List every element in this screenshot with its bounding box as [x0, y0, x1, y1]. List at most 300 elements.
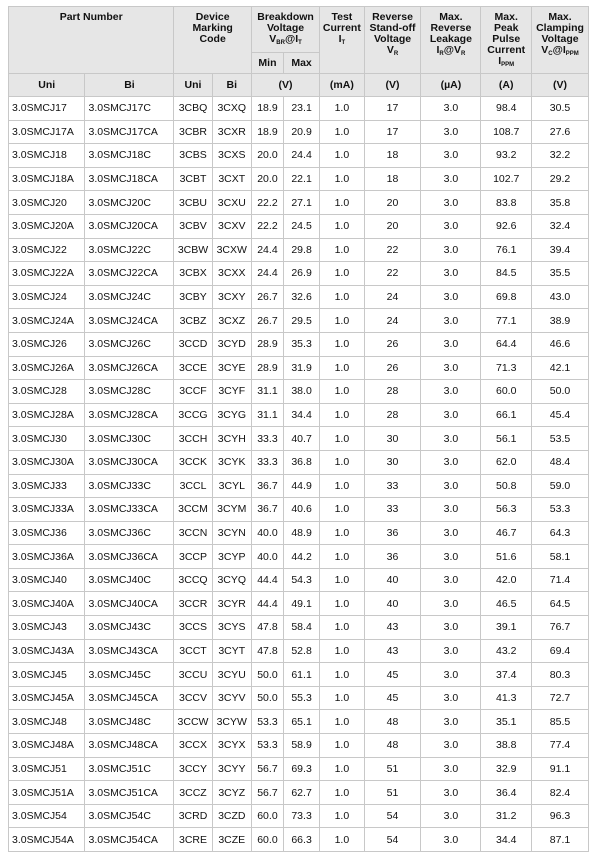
clamping-voltage-cell: 96.3	[532, 804, 589, 828]
test-current-cell: 1.0	[320, 828, 364, 852]
breakdown-max-cell: 29.8	[283, 238, 319, 262]
marking-bi-cell: 3CYF	[212, 380, 251, 404]
breakdown-min-cell: 50.0	[251, 686, 283, 710]
breakdown-min-cell: 26.7	[251, 309, 283, 333]
standoff-voltage-cell: 17	[364, 120, 421, 144]
breakdown-min-cell: 40.0	[251, 545, 283, 569]
uni-part-cell: 3.0SMCJ51A	[9, 781, 85, 805]
table-row	[9, 734, 589, 758]
test-current-cell: 1.0	[320, 734, 364, 758]
breakdown-max-cell: 35.3	[283, 332, 319, 356]
marking-bi-cell: 3CYH	[212, 427, 251, 451]
breakdown-max-cell: 44.2	[283, 545, 319, 569]
marking-bi-cell: 3CXR	[212, 120, 251, 144]
part-number-header: Part Number	[9, 7, 174, 74]
standoff-voltage-cell: 43	[364, 616, 421, 640]
bi-header: Bi	[85, 74, 174, 97]
marking-bi-cell: 3CXX	[212, 262, 251, 286]
breakdown-min-cell: 18.9	[251, 97, 283, 121]
reverse-leakage-cell: 3.0	[421, 309, 481, 333]
clamping-voltage-cell: 69.4	[532, 639, 589, 663]
breakdown-min-cell: 60.0	[251, 804, 283, 828]
marking-uni-cell: 3CBT	[174, 167, 212, 191]
standoff-voltage-cell: 51	[364, 757, 421, 781]
uni-part-cell: 3.0SMCJ24	[9, 285, 85, 309]
marking-bi-cell: 3CYQ	[212, 568, 251, 592]
test-current-cell: 1.0	[320, 332, 364, 356]
uni-part-cell: 3.0SMCJ33A	[9, 498, 85, 522]
uni-part-cell: 3.0SMCJ26	[9, 332, 85, 356]
clamping-voltage-cell: 27.6	[532, 120, 589, 144]
standoff-voltage-cell: 54	[364, 828, 421, 852]
breakdown-max-cell: 48.9	[283, 521, 319, 545]
marking-uni-cell: 3CBV	[174, 214, 212, 238]
marking-uni-cell: 3CCN	[174, 521, 212, 545]
bi-part-cell: 3.0SMCJ18CA	[85, 167, 174, 191]
breakdown-max-cell: 58.4	[283, 616, 319, 640]
bi-part-cell: 3.0SMCJ51CA	[85, 781, 174, 805]
uni-part-cell: 3.0SMCJ54A	[9, 828, 85, 852]
test-current-cell: 1.0	[320, 663, 364, 687]
breakdown-max-cell: 49.1	[283, 592, 319, 616]
clamping-voltage-cell: 80.3	[532, 663, 589, 687]
test-current-cell: 1.0	[320, 710, 364, 734]
standoff-voltage-cell: 36	[364, 545, 421, 569]
table-row	[9, 616, 589, 640]
reverse-leakage-cell: 3.0	[421, 757, 481, 781]
breakdown-max-cell: 26.9	[283, 262, 319, 286]
marking-bi-cell: 3CXS	[212, 144, 251, 168]
marking-uni-cell: 3CBY	[174, 285, 212, 309]
clamping-voltage-cell: 32.4	[532, 214, 589, 238]
marking-uni-cell: 3CBX	[174, 262, 212, 286]
uni-part-cell: 3.0SMCJ33	[9, 474, 85, 498]
test-current-cell: 1.0	[320, 498, 364, 522]
uni-part-cell: 3.0SMCJ54	[9, 804, 85, 828]
breakdown-min-cell: 20.0	[251, 144, 283, 168]
breakdown-min-cell: 53.3	[251, 734, 283, 758]
standoff-voltage-cell: 18	[364, 167, 421, 191]
uni-part-cell: 3.0SMCJ30A	[9, 450, 85, 474]
reverse-leakage-cell: 3.0	[421, 262, 481, 286]
test-current-cell: 1.0	[320, 592, 364, 616]
uni-part-cell: 3.0SMCJ20A	[9, 214, 85, 238]
bi-part-cell: 3.0SMCJ36CA	[85, 545, 174, 569]
table-row	[9, 238, 589, 262]
test-current-cell: 1.0	[320, 380, 364, 404]
marking-uni-header: Uni	[174, 74, 212, 97]
reverse-unit: (V)	[364, 74, 421, 97]
uni-part-cell: 3.0SMCJ17	[9, 97, 85, 121]
uni-part-cell: 3.0SMCJ43A	[9, 639, 85, 663]
table-row	[9, 757, 589, 781]
test-current-cell: 1.0	[320, 450, 364, 474]
clamping-voltage-cell: 53.5	[532, 427, 589, 451]
marking-uni-cell: 3CCU	[174, 663, 212, 687]
table-row	[9, 804, 589, 828]
breakdown-min-cell: 24.4	[251, 262, 283, 286]
table-row	[9, 450, 589, 474]
clamping-voltage-cell: 45.4	[532, 403, 589, 427]
breakdown-max-cell: 31.9	[283, 356, 319, 380]
breakdown-max-cell: 65.1	[283, 710, 319, 734]
uni-part-cell: 3.0SMCJ51	[9, 757, 85, 781]
test-current-cell: 1.0	[320, 309, 364, 333]
clamping-voltage-cell: 87.1	[532, 828, 589, 852]
standoff-voltage-cell: 48	[364, 710, 421, 734]
marking-uni-cell: 3CCM	[174, 498, 212, 522]
peak-pulse-current-cell: 38.8	[481, 734, 532, 758]
clamp-unit: (V)	[532, 74, 589, 97]
clamping-voltage-cell: 64.3	[532, 521, 589, 545]
bi-part-cell: 3.0SMCJ24C	[85, 285, 174, 309]
test-current-cell: 1.0	[320, 427, 364, 451]
peak-pulse-current-cell: 56.1	[481, 427, 532, 451]
bi-part-cell: 3.0SMCJ28C	[85, 380, 174, 404]
peak-pulse-current-cell: 83.8	[481, 191, 532, 215]
marking-bi-cell: 3CXY	[212, 285, 251, 309]
marking-bi-cell: 3CYL	[212, 474, 251, 498]
marking-uni-cell: 3CCQ	[174, 568, 212, 592]
bi-part-cell: 3.0SMCJ40C	[85, 568, 174, 592]
breakdown-min-cell: 33.3	[251, 450, 283, 474]
marking-bi-cell: 3CYD	[212, 332, 251, 356]
uni-part-cell: 3.0SMCJ40A	[9, 592, 85, 616]
table-row	[9, 191, 589, 215]
breakdown-max-cell: 40.7	[283, 427, 319, 451]
reverse-leakage-cell: 3.0	[421, 474, 481, 498]
peak-pulse-current-cell: 60.0	[481, 380, 532, 404]
marking-bi-cell: 3CYX	[212, 734, 251, 758]
reverse-leakage-cell: 3.0	[421, 781, 481, 805]
breakdown-max-cell: 55.3	[283, 686, 319, 710]
marking-bi-cell: 3CYZ	[212, 781, 251, 805]
peak-pulse-current-cell: 31.2	[481, 804, 532, 828]
peak-pulse-current-cell: 39.1	[481, 616, 532, 640]
reverse-leakage-cell: 3.0	[421, 97, 481, 121]
reverse-leakage-cell: 3.0	[421, 427, 481, 451]
uni-part-cell: 3.0SMCJ28	[9, 380, 85, 404]
reverse-leakage-cell: 3.0	[421, 356, 481, 380]
table-row	[9, 781, 589, 805]
table-row	[9, 592, 589, 616]
breakdown-min-cell: 53.3	[251, 710, 283, 734]
bi-part-cell: 3.0SMCJ48CA	[85, 734, 174, 758]
test-current-cell: 1.0	[320, 474, 364, 498]
marking-uni-cell: 3CBR	[174, 120, 212, 144]
clamping-voltage-cell: 35.5	[532, 262, 589, 286]
uni-part-cell: 3.0SMCJ18A	[9, 167, 85, 191]
standoff-voltage-cell: 33	[364, 474, 421, 498]
marking-bi-cell: 3CYG	[212, 403, 251, 427]
reverse-leakage-cell: 3.0	[421, 238, 481, 262]
clamping-voltage-cell: 91.1	[532, 757, 589, 781]
peak-pulse-current-cell: 35.1	[481, 710, 532, 734]
peak-pulse-current-cell: 77.1	[481, 309, 532, 333]
reverse-leakage-cell: 3.0	[421, 639, 481, 663]
marking-uni-cell: 3CCH	[174, 427, 212, 451]
bi-part-cell: 3.0SMCJ45CA	[85, 686, 174, 710]
marking-uni-cell: 3CCT	[174, 639, 212, 663]
marking-uni-cell: 3CBU	[174, 191, 212, 215]
marking-uni-cell: 3CCP	[174, 545, 212, 569]
bi-part-cell: 3.0SMCJ26CA	[85, 356, 174, 380]
clamping-voltage-cell: 53.3	[532, 498, 589, 522]
breakdown-max-cell: 38.0	[283, 380, 319, 404]
test-current-cell: 1.0	[320, 403, 364, 427]
peak-pulse-current-cell: 43.2	[481, 639, 532, 663]
peak-pulse-current-cell: 34.4	[481, 828, 532, 852]
peak-pulse-current-cell: 36.4	[481, 781, 532, 805]
bi-part-cell: 3.0SMCJ22C	[85, 238, 174, 262]
marking-uni-cell: 3CCR	[174, 592, 212, 616]
breakdown-max-cell: 20.9	[283, 120, 319, 144]
uni-part-cell: 3.0SMCJ17A	[9, 120, 85, 144]
clamping-voltage-cell: 77.4	[532, 734, 589, 758]
table-row	[9, 474, 589, 498]
breakdown-max-cell: 24.5	[283, 214, 319, 238]
breakdown-min-cell: 20.0	[251, 167, 283, 191]
clamping-voltage-cell: 82.4	[532, 781, 589, 805]
table-row	[9, 663, 589, 687]
table-row	[9, 568, 589, 592]
standoff-voltage-cell: 22	[364, 238, 421, 262]
clamping-voltage-cell: 76.7	[532, 616, 589, 640]
reverse-leakage-cell: 3.0	[421, 191, 481, 215]
test-current-cell: 1.0	[320, 356, 364, 380]
standoff-voltage-cell: 22	[364, 262, 421, 286]
clamping-voltage-cell: 32.2	[532, 144, 589, 168]
marking-uni-cell: 3CCD	[174, 332, 212, 356]
bi-part-cell: 3.0SMCJ45C	[85, 663, 174, 687]
peak-pulse-current-cell: 42.0	[481, 568, 532, 592]
test-current-cell: 1.0	[320, 214, 364, 238]
uni-part-cell: 3.0SMCJ48	[9, 710, 85, 734]
breakdown-min-cell: 36.7	[251, 498, 283, 522]
breakdown-min-cell: 26.7	[251, 285, 283, 309]
spec-table-container	[8, 6, 589, 852]
test-current-cell: 1.0	[320, 191, 364, 215]
peak-pulse-current-cell: 102.7	[481, 167, 532, 191]
marking-uni-cell: 3CCK	[174, 450, 212, 474]
breakdown-min-cell: 47.8	[251, 639, 283, 663]
clamping-voltage-cell: 50.0	[532, 380, 589, 404]
marking-uni-cell: 3CRE	[174, 828, 212, 852]
standoff-voltage-cell: 45	[364, 686, 421, 710]
tvs-diode-spec-table	[8, 6, 589, 852]
peak-pulse-current-cell: 41.3	[481, 686, 532, 710]
reverse-leakage-cell: 3.0	[421, 403, 481, 427]
test-current-cell: 1.0	[320, 144, 364, 168]
header-row-1	[9, 7, 589, 53]
marking-bi-cell: 3CYS	[212, 616, 251, 640]
peak-pulse-current-cell: 92.6	[481, 214, 532, 238]
standoff-voltage-cell: 40	[364, 568, 421, 592]
marking-bi-cell: 3CYE	[212, 356, 251, 380]
bi-part-cell: 3.0SMCJ43CA	[85, 639, 174, 663]
clamping-voltage-cell: 48.4	[532, 450, 589, 474]
standoff-voltage-cell: 20	[364, 214, 421, 238]
table-row	[9, 332, 589, 356]
test-current-cell: 1.0	[320, 568, 364, 592]
table-row	[9, 521, 589, 545]
peak-pulse-current-cell: 46.5	[481, 592, 532, 616]
breakdown-max-cell: 44.9	[283, 474, 319, 498]
clamping-voltage-cell: 30.5	[532, 97, 589, 121]
breakdown-max-cell: 62.7	[283, 781, 319, 805]
uni-part-cell: 3.0SMCJ43	[9, 616, 85, 640]
peak-pulse-current-cell: 32.9	[481, 757, 532, 781]
marking-uni-cell: 3CBQ	[174, 97, 212, 121]
table-row	[9, 97, 589, 121]
reverse-leakage-cell: 3.0	[421, 332, 481, 356]
marking-bi-cell: 3CYN	[212, 521, 251, 545]
bi-part-cell: 3.0SMCJ22CA	[85, 262, 174, 286]
marking-bi-cell: 3CYP	[212, 545, 251, 569]
breakdown-min-cell: 36.7	[251, 474, 283, 498]
marking-bi-cell: 3CYM	[212, 498, 251, 522]
breakdown-max-cell: 52.8	[283, 639, 319, 663]
peak-pulse-current-cell: 108.7	[481, 120, 532, 144]
standoff-voltage-cell: 24	[364, 285, 421, 309]
bi-part-cell: 3.0SMCJ51C	[85, 757, 174, 781]
peak-pulse-current-cell: 50.8	[481, 474, 532, 498]
breakdown-max-cell: 22.1	[283, 167, 319, 191]
peak-unit: (A)	[481, 74, 532, 97]
marking-uni-cell: 3CCX	[174, 734, 212, 758]
test-current-cell: 1.0	[320, 521, 364, 545]
marking-bi-cell: 3CYW	[212, 710, 251, 734]
test-current-cell: 1.0	[320, 781, 364, 805]
clamping-voltage-cell: 71.4	[532, 568, 589, 592]
breakdown-min-cell: 22.2	[251, 214, 283, 238]
breakdown-max-cell: 73.3	[283, 804, 319, 828]
test-current-cell: 1.0	[320, 285, 364, 309]
breakdown-unit: (V)	[251, 74, 319, 97]
bi-part-cell: 3.0SMCJ54C	[85, 804, 174, 828]
peak-pulse-current-cell: 93.2	[481, 144, 532, 168]
bi-part-cell: 3.0SMCJ20C	[85, 191, 174, 215]
standoff-voltage-cell: 26	[364, 332, 421, 356]
marking-uni-cell: 3CCW	[174, 710, 212, 734]
breakdown-min-cell: 60.0	[251, 828, 283, 852]
breakdown-max-cell: 58.9	[283, 734, 319, 758]
uni-part-cell: 3.0SMCJ18	[9, 144, 85, 168]
bi-part-cell: 3.0SMCJ40CA	[85, 592, 174, 616]
table-row	[9, 545, 589, 569]
test-current-cell: 1.0	[320, 238, 364, 262]
test-current-cell: 1.0	[320, 545, 364, 569]
reverse-leakage-cell: 3.0	[421, 804, 481, 828]
reverse-leakage-cell: 3.0	[421, 285, 481, 309]
breakdown-max-cell: 24.4	[283, 144, 319, 168]
peak-pulse-current-cell: 76.1	[481, 238, 532, 262]
breakdown-min-cell: 56.7	[251, 781, 283, 805]
test-current-cell: 1.0	[320, 639, 364, 663]
table-row	[9, 639, 589, 663]
marking-uni-cell: 3CCZ	[174, 781, 212, 805]
reverse-leakage-cell: 3.0	[421, 120, 481, 144]
test-current-cell: 1.0	[320, 804, 364, 828]
standoff-voltage-cell: 40	[364, 592, 421, 616]
marking-uni-cell: 3CCY	[174, 757, 212, 781]
clamping-voltage-cell: 42.1	[532, 356, 589, 380]
uni-part-cell: 3.0SMCJ28A	[9, 403, 85, 427]
uni-part-cell: 3.0SMCJ36	[9, 521, 85, 545]
test-unit: (mA)	[320, 74, 364, 97]
marking-bi-cell: 3CXW	[212, 238, 251, 262]
bi-part-cell: 3.0SMCJ33C	[85, 474, 174, 498]
breakdown-max-cell: 34.4	[283, 403, 319, 427]
test-current-cell: 1.0	[320, 120, 364, 144]
bi-part-cell: 3.0SMCJ43C	[85, 616, 174, 640]
units-row	[9, 74, 589, 97]
peak-pulse-current-header: Max. Peak Pulse Current $I_{PPM}$	[481, 7, 532, 74]
standoff-voltage-cell: 30	[364, 427, 421, 451]
standoff-voltage-cell: 48	[364, 734, 421, 758]
bi-part-cell: 3.0SMCJ17CA	[85, 120, 174, 144]
reverse-leakage-cell: 3.0	[421, 521, 481, 545]
marking-uni-cell: 3CCG	[174, 403, 212, 427]
breakdown-min-cell: 44.4	[251, 592, 283, 616]
bi-part-cell: 3.0SMCJ30C	[85, 427, 174, 451]
breakdown-min-cell: 31.1	[251, 403, 283, 427]
marking-uni-cell: 3CCV	[174, 686, 212, 710]
table-row	[9, 309, 589, 333]
clamping-voltage-cell: 35.8	[532, 191, 589, 215]
breakdown-max-cell: 66.3	[283, 828, 319, 852]
table-row	[9, 686, 589, 710]
marking-bi-cell: 3CYY	[212, 757, 251, 781]
breakdown-min-cell: 28.9	[251, 356, 283, 380]
standoff-voltage-cell: 18	[364, 144, 421, 168]
reverse-leakage-cell: 3.0	[421, 498, 481, 522]
uni-part-cell: 3.0SMCJ26A	[9, 356, 85, 380]
clamping-voltage-cell: 43.0	[532, 285, 589, 309]
test-current-cell: 1.0	[320, 616, 364, 640]
test-current-header: Test Current $I_T$	[320, 7, 364, 74]
bi-part-cell: 3.0SMCJ30CA	[85, 450, 174, 474]
clamping-voltage-cell: 59.0	[532, 474, 589, 498]
table-row	[9, 403, 589, 427]
test-current-cell: 1.0	[320, 686, 364, 710]
marking-bi-cell: 3CYT	[212, 639, 251, 663]
table-row	[9, 262, 589, 286]
test-current-cell: 1.0	[320, 262, 364, 286]
bi-part-cell: 3.0SMCJ36C	[85, 521, 174, 545]
standoff-voltage-cell: 51	[364, 781, 421, 805]
clamping-voltage-header: Max. Clamping Voltage $V_C@I_{PPM}$	[532, 7, 589, 74]
standoff-voltage-cell: 45	[364, 663, 421, 687]
breakdown-max-cell: 23.1	[283, 97, 319, 121]
bi-part-cell: 3.0SMCJ26C	[85, 332, 174, 356]
breakdown-min-cell: 50.0	[251, 663, 283, 687]
breakdown-max-cell: 61.1	[283, 663, 319, 687]
marking-bi-cell: 3CXQ	[212, 97, 251, 121]
standoff-voltage-cell: 54	[364, 804, 421, 828]
reverse-leakage-cell: 3.0	[421, 545, 481, 569]
breakdown-min-cell: 33.3	[251, 427, 283, 451]
marking-bi-cell: 3CZD	[212, 804, 251, 828]
table-row	[9, 167, 589, 191]
reverse-leakage-cell: 3.0	[421, 828, 481, 852]
uni-part-cell: 3.0SMCJ45	[9, 663, 85, 687]
bi-part-cell: 3.0SMCJ48C	[85, 710, 174, 734]
reverse-leakage-cell: 3.0	[421, 214, 481, 238]
table-header	[9, 7, 589, 97]
table-row	[9, 828, 589, 852]
marking-bi-cell: 3CXU	[212, 191, 251, 215]
